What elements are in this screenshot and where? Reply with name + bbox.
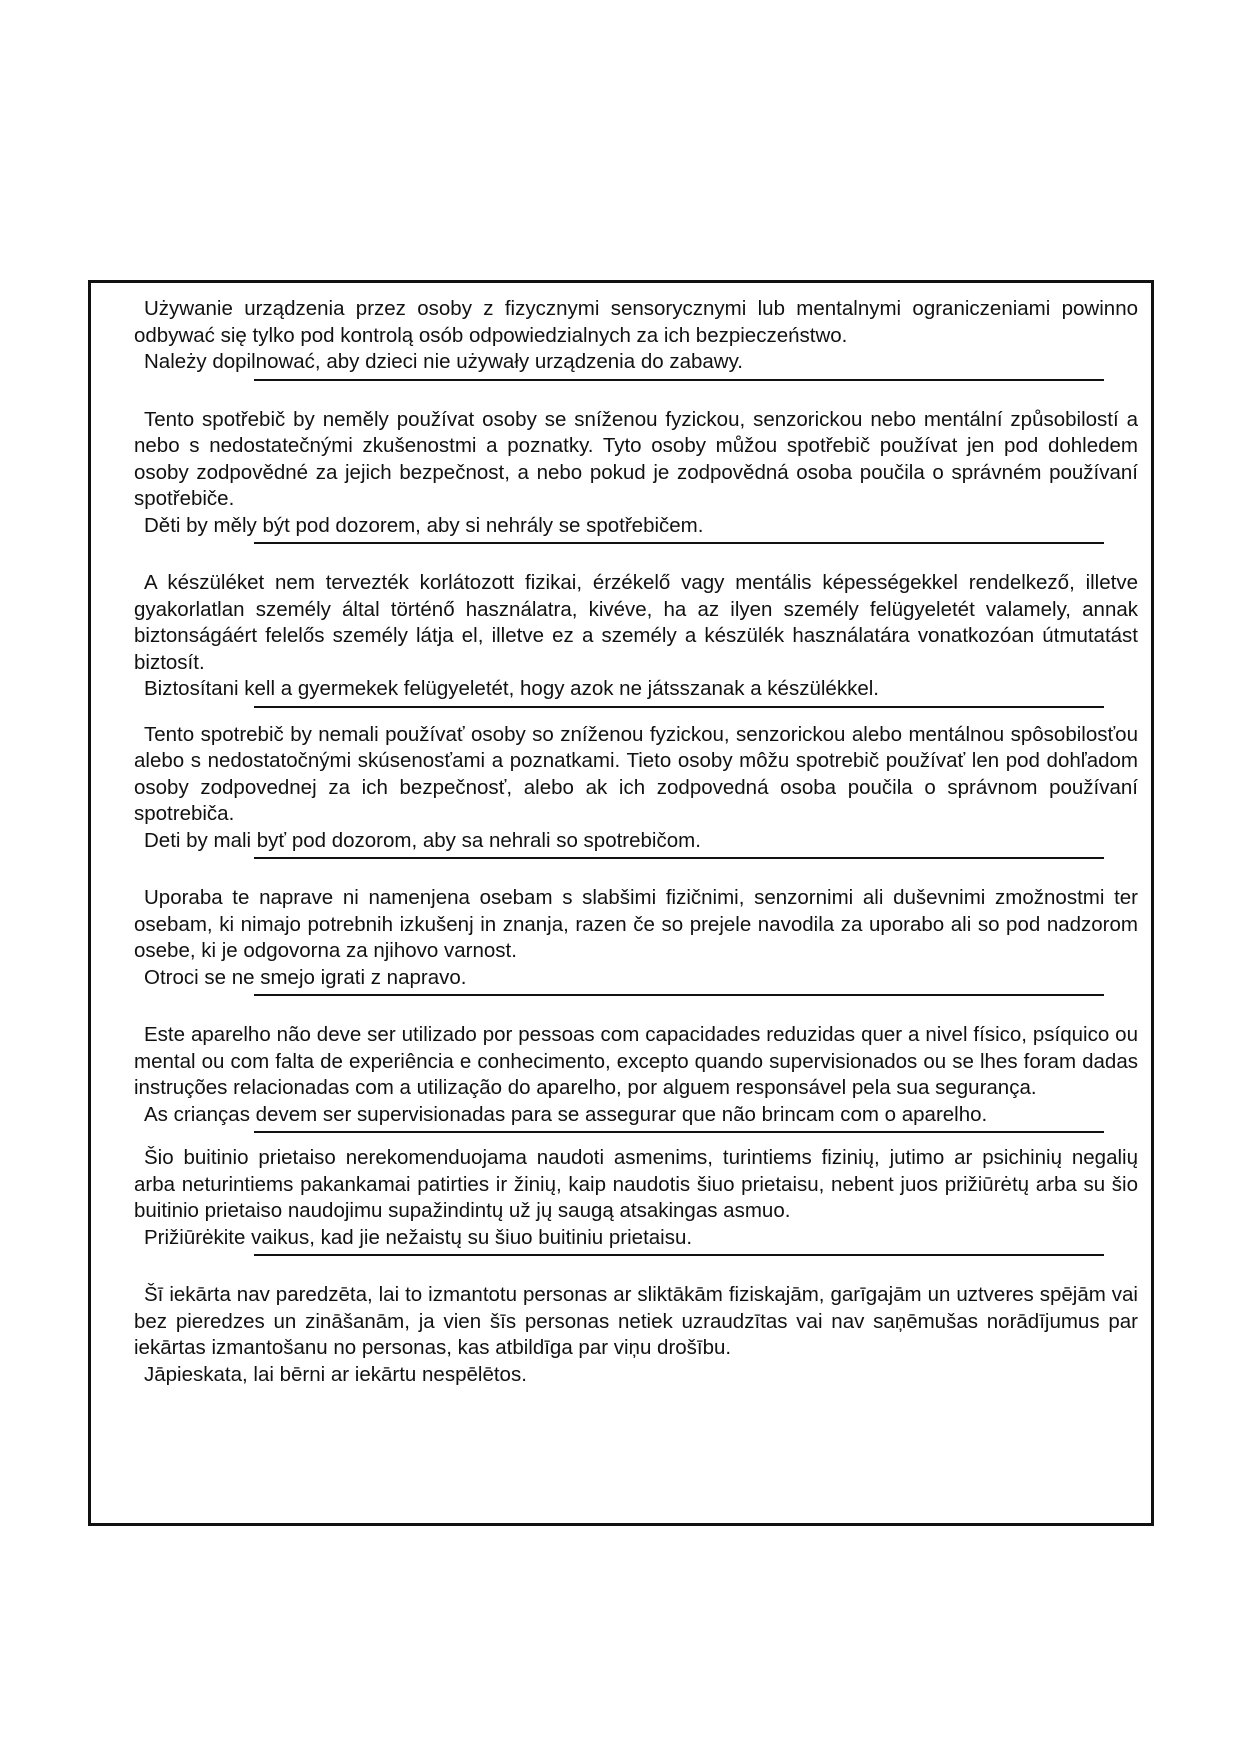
safety-section-lv — [134, 1282, 1138, 1388]
section-note: Děti by měly být pod dozorem, aby si nehrály se spotřebičem. — [144, 513, 704, 537]
section-note: As crianças devem ser supervisionadas para se assegurar que não brincam com o aparelho. — [144, 1102, 988, 1126]
safety-section-cs — [134, 407, 1138, 540]
section-body: Šio buitinio prietaiso nerekomenduojama naudoti asmenims, turintiems fizinių, jutimo ar psichinių negalių arba neturintiems pakankamai patirties ir žinių, kaip naudotis šiuo prietaisu, nebent juos prižiūrėtų arba su šio buitinio prietaiso naudojimu supažindintų už jų saugą atsakingas asmuo. — [134, 1146, 1138, 1222]
section-body: Šī iekārta nav paredzēta, lai to izmantotu personas ar sliktākām fiziskajām, garīgajām un uztveres spējām vai bez pieredzes un zināšanām, ja vien šīs personas netiek uzraudzītas vai nav saņēmušas norādījumus par iekārtas izmantošanu no personas, kas atbildīga par viņu drošību. — [134, 1283, 1138, 1359]
safety-section-sl — [134, 885, 1138, 991]
section-note: Deti by mali byť pod dozorom, aby sa nehrali so spotrebičom. — [144, 828, 701, 852]
section-note: Prižiūrėkite vaikus, kad jie nežaistų su šiuo buitiniu prietaisu. — [144, 1225, 693, 1249]
section-body: Uporaba te naprave ni namenjena osebam s slabšimi fizičnimi, senzornimi ali duševnimi zmožnostmi ter osebam, ki nimajo potrebnih izkušenj in znanja, razen če so prejele navodila za uporabo ali so pod nadzorom osebe, ki je odgovorna za njihovo varnost. — [134, 886, 1138, 962]
safety-section-pt — [134, 1022, 1138, 1128]
safety-section-hu — [134, 570, 1138, 703]
section-body: Tento spotrebič by nemali používať osoby so zníženou fyzickou, senzorickou alebo mentálnou spôsobilosťou alebo s nedostatočnými skúsenosťami a poznatkami. Tieto osoby môžu spotrebič používať len pod dohľadom osoby zodpovednej za ich bezpečnosť, alebo ak ich zodpovedná osoba poučila o správnom používaní spotrebiča. — [134, 722, 1138, 825]
safety-section-pl — [134, 296, 1138, 376]
section-note: Jāpieskata, lai bērni ar iekārtu nespēlētos. — [144, 1362, 527, 1386]
section-note: Biztosítani kell a gyermekek felügyeletét, hogy azok ne játsszanak a készülékkel. — [144, 677, 879, 700]
safety-section-sk — [134, 722, 1138, 855]
section-body: Używanie urządzenia przez osoby z fizycznymi sensorycznymi lub mentalnymi ograniczeniami powinno odbywać się tylko pod kontrolą osób odpowiedzialnych za ich bezpieczeństwo. — [134, 297, 1138, 347]
section-body: Tento spotřebič by neměly používat osoby se sníženou fyzickou, senzorickou nebo mentální způsobilostí a nebo s nedostatečnými zkušenostmi a poznatky. Tyto osoby můžou spotřebič používat jen pod dohledem osoby zodpovědné za jejich bezpečnost, a nebo pokud je zodpovědná osoba poučila o správném používaní spotřebiče. — [134, 407, 1138, 510]
section-note: Należy dopilnować, aby dzieci nie używały urządzenia do zabawy. — [144, 350, 743, 373]
section-body: A készüléket nem tervezték korlátozott fizikai, érzékelő vagy mentális képességekkel rendelkező, illetve gyakorlatlan személy által történő használatra, kivéve, ha az ilyen személy felügyeletét valamely, annak biztonságáért felelős személy látja el, illetve ez a személy a készülék használatára vonatkozóan útmutatást biztosít. — [134, 571, 1138, 674]
section-body: Este aparelho não deve ser utilizado por pessoas com capacidades reduzidas quer a nivel físico, psíquico ou mental ou com falta de experiência e conhecimento, excepto quando supervisionados ou se lhes foram dadas instruções relacionadas com a utilização do aparelho, por alguem responsável pela sua segurança. — [134, 1023, 1138, 1099]
section-note: Otroci se ne smejo igrati z napravo. — [144, 965, 467, 989]
safety-notice — [134, 296, 1138, 1388]
safety-section-lt — [134, 1145, 1138, 1251]
